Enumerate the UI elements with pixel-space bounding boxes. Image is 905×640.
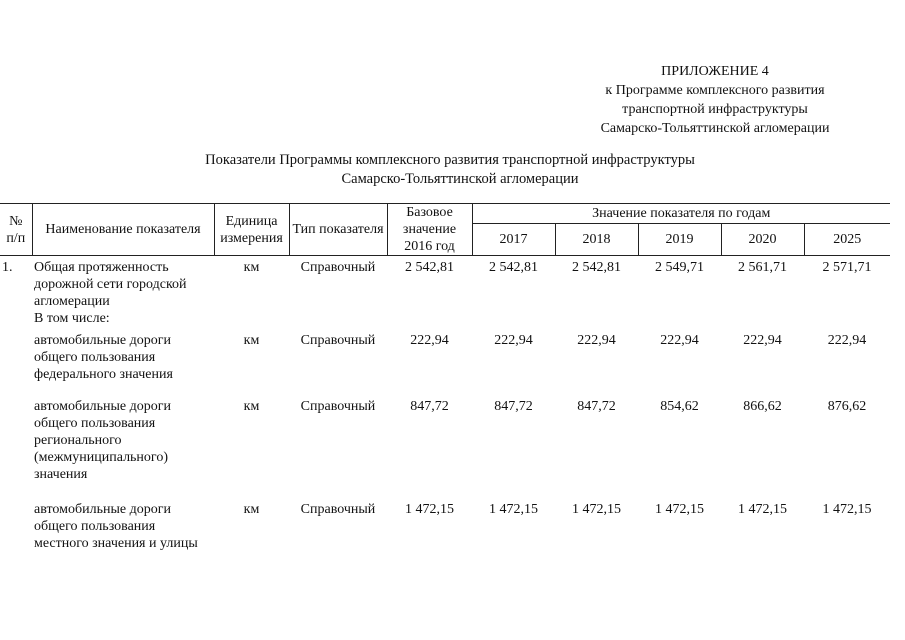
table-row <box>0 332 890 398</box>
value-year: 1 472,15 <box>655 502 704 517</box>
row-name: автомобильные дороги общего пользования федерального значения <box>34 333 173 382</box>
row-unit: км <box>243 399 260 414</box>
value-year: 222,94 <box>743 333 782 348</box>
row-unit: км <box>243 260 260 275</box>
header-year: 2019 <box>638 224 721 256</box>
row-number <box>0 398 32 501</box>
header-num: № п/п <box>0 204 32 256</box>
indicators-table <box>0 203 890 571</box>
value-year: 876,62 <box>827 399 867 414</box>
row-type: Справочный <box>300 333 376 348</box>
value-year <box>804 310 890 332</box>
value-year: 854,62 <box>660 399 699 414</box>
row-name: автомобильные дороги общего пользования местного значения и улицы <box>34 502 198 551</box>
value-year <box>638 310 721 332</box>
row-name: автомобильные дороги общего пользования регионального (межмуниципального) значения <box>34 399 171 482</box>
appendix-line: транспортной инфраструктуры <box>622 102 808 117</box>
row-unit: км <box>243 502 260 517</box>
row-type <box>289 310 387 332</box>
row-unit: км <box>243 333 260 348</box>
row-type: Справочный <box>300 260 376 275</box>
title-line: Показатели Программы комплексного развития транспортной инфраструктуры <box>205 152 695 168</box>
header-base: Базовое значение 2016 год <box>387 204 472 256</box>
value-year <box>555 310 638 332</box>
header-year: 2025 <box>804 224 890 256</box>
header-type: Тип показателя <box>289 204 387 256</box>
value-year: 2 561,71 <box>738 260 787 275</box>
value-year: 1 472,15 <box>572 502 621 517</box>
value-base: 1 472,15 <box>405 502 454 517</box>
header-year: 2017 <box>472 224 555 256</box>
appendix-block <box>555 62 875 138</box>
value-year: 847,72 <box>494 399 533 414</box>
header-years-group: Значение показателя по годам <box>472 204 890 224</box>
header-year: 2020 <box>721 224 804 256</box>
value-year: 1 472,15 <box>822 502 872 517</box>
header-name: Наименование показателя <box>32 204 214 256</box>
document-title <box>0 151 905 189</box>
row-type: Справочный <box>300 399 376 414</box>
value-year: 2 542,81 <box>489 260 538 275</box>
value-year: 1 472,15 <box>489 502 538 517</box>
value-year: 222,94 <box>577 333 616 348</box>
value-year: 222,94 <box>660 333 699 348</box>
appendix-heading: ПРИЛОЖЕНИЕ 4 <box>661 64 769 79</box>
value-base: 222,94 <box>410 333 449 348</box>
title-line: Самарско-Тольяттинской агломерации <box>341 171 579 187</box>
row-number <box>0 310 32 332</box>
value-year: 2 549,71 <box>655 260 704 275</box>
appendix-line: к Программе комплексного развития <box>605 83 825 98</box>
value-year: 847,72 <box>577 399 616 414</box>
value-year: 866,62 <box>743 399 782 414</box>
table-row <box>0 501 890 571</box>
value-year: 2 571,71 <box>822 260 872 275</box>
row-number <box>0 501 32 571</box>
value-base: 847,72 <box>410 399 449 414</box>
value-base: 2 542,81 <box>405 260 454 275</box>
value-year: 2 542,81 <box>572 260 621 275</box>
value-year <box>472 310 555 332</box>
header-year: 2018 <box>555 224 638 256</box>
row-number: 1. <box>2 260 13 275</box>
value-year: 222,94 <box>827 333 867 348</box>
row-name: В том числе: <box>34 311 110 326</box>
table-row <box>0 256 890 311</box>
value-base <box>387 310 472 332</box>
value-year: 1 472,15 <box>738 502 787 517</box>
table-row <box>0 398 890 501</box>
row-number <box>0 332 32 398</box>
row-unit <box>214 310 289 332</box>
appendix-line: Самарско-Тольяттинской агломерации <box>600 121 830 136</box>
row-name: Общая протяженность дорожной сети городской агломерации <box>34 260 187 309</box>
table-row <box>0 310 890 332</box>
row-type: Справочный <box>300 502 376 517</box>
value-year: 222,94 <box>494 333 533 348</box>
value-year <box>721 310 804 332</box>
header-unit: Единица измерения <box>214 204 289 256</box>
